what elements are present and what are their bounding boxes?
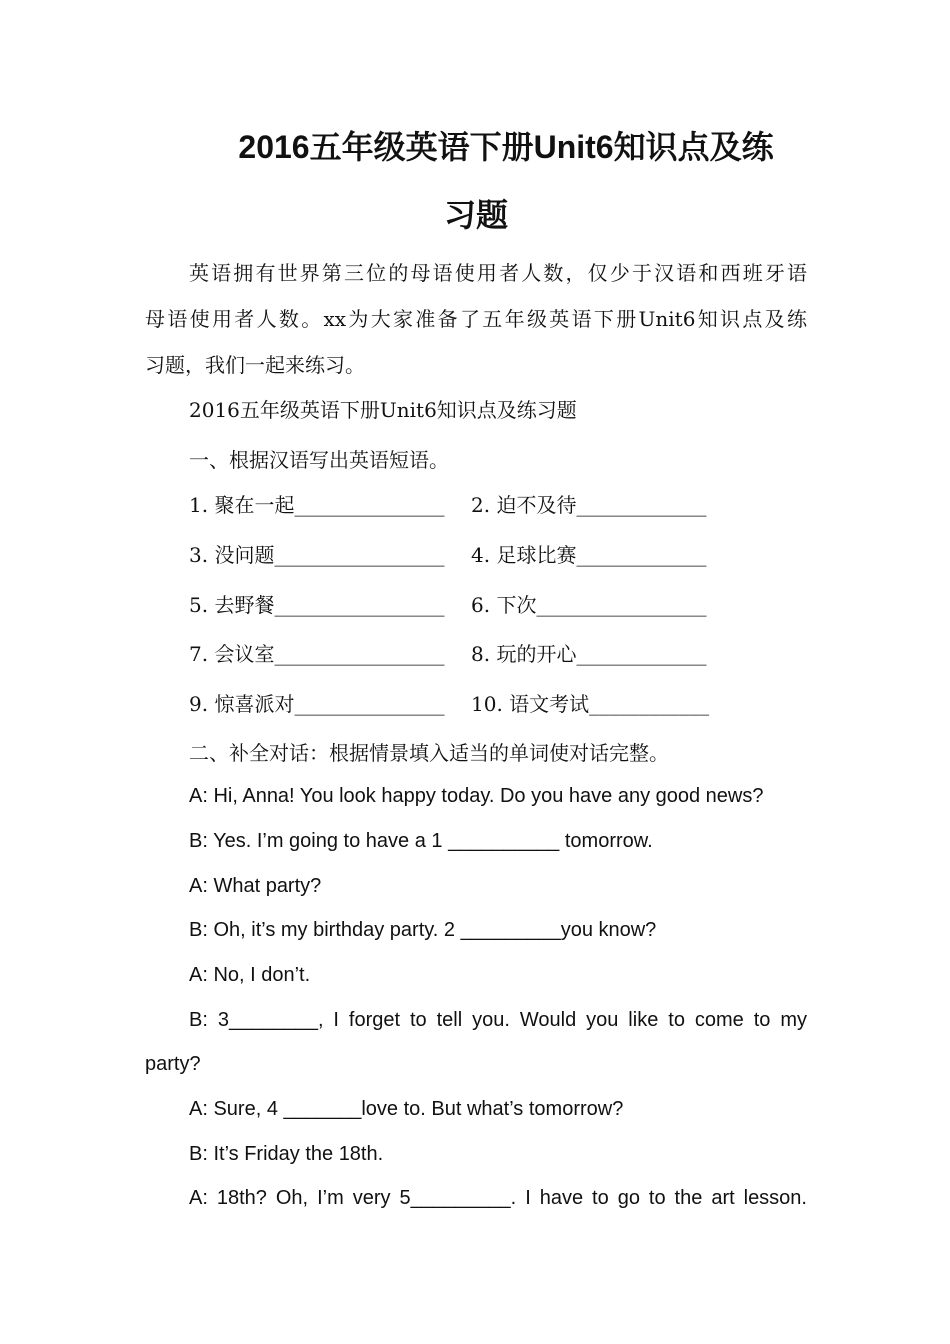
phrase-item: 4. 足球比赛_____________ (471, 543, 707, 567)
subtitle: 2016五年级英语下册Unit6知识点及练习题 (189, 398, 577, 422)
dialogue-line: B: 3________, I forget to tell you. Would you like to come to my (189, 1009, 807, 1031)
dialogue-line: B: Yes. I’m going to have a 1 __________ tomorrow. (189, 830, 653, 852)
dialogue-line: A: Hi, Anna! You look happy today. Do you have any good news? (189, 785, 764, 807)
page-title-line-2: 习题 (443, 197, 508, 233)
dialogue-line: party? (145, 1053, 201, 1075)
dialogue-line: B: Oh, it’s my birthday party. 2 _________you know? (189, 919, 657, 941)
page-title-line-1: 2016五年级英语下册Unit6知识点及练 (238, 129, 774, 165)
phrase-item: 7. 会议室_________________ (189, 642, 445, 666)
intro-line-1: 英语拥有世界第三位的母语使用者人数，仅少于汉语和西班牙语 (189, 261, 807, 285)
dialogue-line: A: What party? (189, 875, 322, 897)
intro-line-2: 母语使用者人数。xx为大家准备了五年级英语下册Unit6知识点及练 (145, 307, 807, 331)
phrase-item: 10. 语文考试____________ (471, 692, 710, 716)
phrase-item: 5. 去野餐_________________ (189, 593, 445, 617)
intro-line-3: 习题，我们一起来练习。 (145, 353, 365, 377)
dialogue-line: A: 18th? Oh, I’m very 5_________. I have to go to the art lesson. (189, 1187, 807, 1209)
phrase-item: 8. 玩的开心_____________ (471, 642, 707, 666)
section1-heading: 一、根据汉语写出英语短语。 (189, 448, 449, 472)
phrase-item: 3. 没问题_________________ (189, 543, 445, 567)
phrase-item: 1. 聚在一起_______________ (189, 493, 445, 517)
dialogue-line: B: It’s Friday the 18th. (189, 1143, 384, 1165)
section2-heading: 二、补全对话：根据情景填入适当的单词使对话完整。 (189, 741, 669, 765)
dialogue-line: A: No, I don’t. (189, 964, 311, 986)
phrase-item: 9. 惊喜派对_______________ (189, 692, 445, 716)
phrase-item: 2. 迫不及待_____________ (471, 493, 707, 517)
dialogue-line: A: Sure, 4 _______love to. But what’s tomorrow? (189, 1098, 624, 1120)
phrase-item: 6. 下次_________________ (471, 593, 707, 617)
